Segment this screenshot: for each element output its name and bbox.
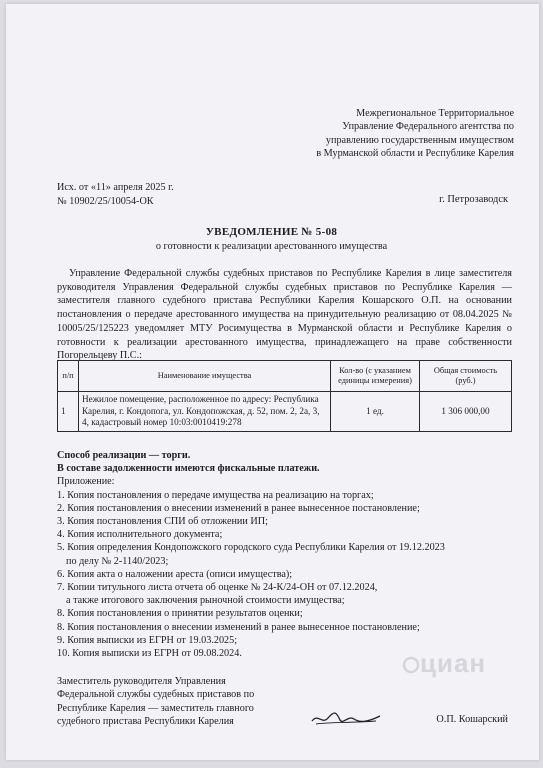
document-title: УВЕДОМЛЕНИЕ № 5-08 [205,226,338,238]
row-qty: 1 ед. [331,392,420,432]
row-num: 1 [58,392,79,432]
outgoing-number: № 10902/25/10054-ОК [57,195,154,207]
addressee-line: в Мурманской области и Республике Карелия [316,148,514,160]
signer-position-line: Республике Карелия — заместитель главного [57,702,254,714]
document-subtitle: о готовности к реализации арестованного имущества [155,241,388,252]
outgoing-date: Исх. от «11» апреля 2025 г. [57,182,174,193]
signer-name: О.П. Кошарский [436,714,508,725]
watermark-logo-icon [402,656,420,674]
attachment-item: 8. Копия постановления о принятии результатов оценки; [57,608,303,620]
city-name: г. Петрозаводск [439,194,508,205]
attachment-item: 2. Копия постановления о внесении изменений в ранее вынесенное постановление; [57,502,420,514]
sale-method: Способ реализации — торги. [57,450,191,461]
intro-paragraph: Управление Федеральной службы судебных приставов по Республике Карелия в лице заместителя руководителя Управления Федеральной службы судебных приставов по Республике Карелия — заместителя главного судебного пристава Республики Карелия Кошарского О.П. на основании постановления о передаче арестованного имущества на принудительную реализацию от 08.04.2025 № 10005/25/125223 уведомляет МТУ Росимущества в Мурманской области и Республике Карелия о готовности к реализации арестованного имущества, принадлежащего на праве собственности Погорельцеву П.С.: [57,268,512,362]
outgoing-reference [57,181,174,208]
fiscal-note: В составе задолженности имеются фискальные платежи. [57,463,320,475]
row-name: Нежилое помещение, расположенное по адресу: Республика Карелия, г. Кондопога, ул. Кондопожская, д. 52, пом. 2, 2а, 3, 4, кадастровый номер 10:03:0010419:278 [79,392,331,432]
attachment-item: а также итогового заключения рыночной стоимости имущества; [66,595,345,607]
signer-position-line: Заместитель руководителя Управления [57,676,226,687]
attachment-item: 5. Копия определения Кондопожского городского суда Республики Карелия от 19.12.2023 [57,542,445,554]
attachment-item: по делу № 2-1140/2023; [66,555,169,567]
attachment-item: 10. Копия выписки из ЕГРН от 09.08.2024. [57,648,242,660]
attachment-item: 4. Копия исполнительного документа; [57,529,223,541]
attachment-item: 1. Копия постановления о передаче имущества на реализацию на торгах; [57,489,374,501]
attachment-item: 6. Копия акта о наложении ареста (описи имущества); [57,568,293,580]
attachment-item: 3. Копия постановления СПИ об отложении ИП; [57,516,268,528]
signer-position-line: Федеральной службы судебных приставов по [57,689,255,701]
details-section [57,449,517,660]
header-num: п/п [58,361,79,392]
property-table [57,360,512,432]
attachment-item: 9. Копия выписки из ЕГРН от 19.03.2025; [57,634,238,646]
addressee-block [292,107,514,161]
signer-position-line: судебного пристава Республики Карелия [57,716,234,728]
attachment-item: 7. Копии титульного листа отчета об оценке № 24-К/24-ОН от 07.12.2024, [57,582,378,594]
header-qty: Кол-во (с указанием единицы измерения) [331,361,420,392]
table-header-row [58,361,512,392]
watermark-text: циан [420,648,487,678]
attachments-label: Приложение: [57,476,115,488]
header-name: Наименование имущества [79,361,331,392]
addressee-line: Межрегиональное Территориальное [356,108,514,119]
addressee-line: управлению государственным имуществом [325,134,514,146]
attachment-item: 8. Копия постановления о внесении изменений в ранее вынесенное постановление; [57,621,420,633]
row-cost: 1 306 000,00 [420,392,512,432]
signature-block [57,675,254,729]
handwritten-signature-icon [310,707,382,729]
header-cost: Общая стоимость (руб.) [420,361,512,392]
table-row [58,392,512,432]
addressee-line: Управление Федерального агентства по [342,121,514,133]
